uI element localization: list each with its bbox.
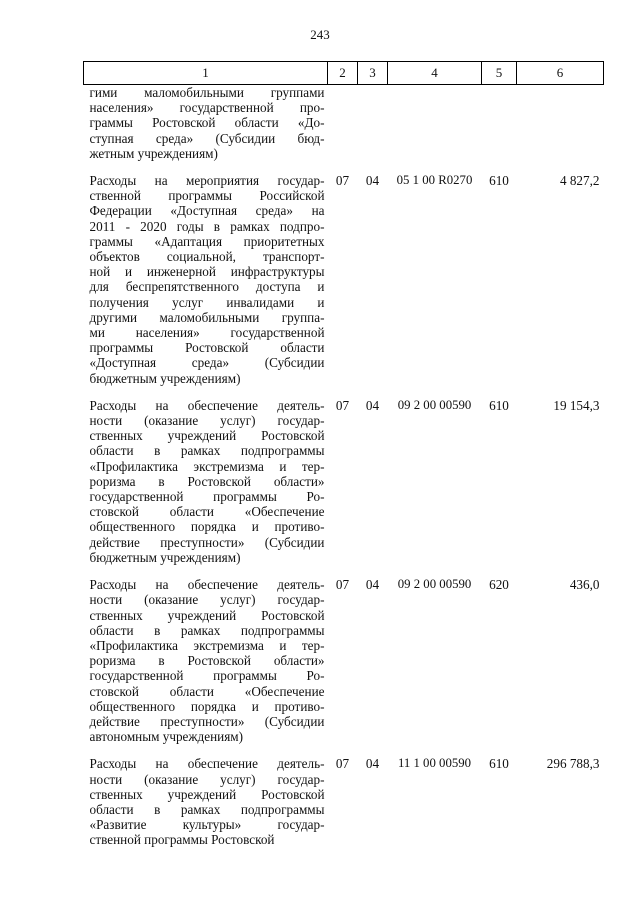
row-expense-type: 620 — [489, 577, 509, 593]
row-target-code — [388, 85, 482, 171]
row-description — [84, 395, 328, 574]
description-line: ности (оказание услуг) государ- — [89, 413, 325, 429]
row-subsection-code: 04 — [365, 756, 380, 772]
table-row — [84, 574, 604, 753]
budget-table — [83, 61, 604, 848]
row-target-code: 09 2 00 00590 — [397, 397, 472, 412]
row-subsection-code — [358, 85, 388, 171]
description-line: бюджетным учреждениям) — [89, 549, 241, 565]
description-line: ственной программы Ростовской — [89, 832, 275, 848]
description-line: «Развитие культуры» государ- — [89, 817, 325, 833]
description-line: получения услуг инвалидами и — [89, 294, 325, 310]
row-subsection-code: 04 — [365, 397, 380, 413]
header-col-3: 3 — [358, 62, 388, 85]
row-expense-type — [482, 85, 517, 171]
description-line: ственной программы Российской — [89, 188, 325, 204]
row-amount: 4 827,2 — [559, 173, 600, 189]
description-line: общественного порядка и противо- — [89, 698, 325, 714]
description-line: бюджетным учреждениям) — [89, 370, 241, 386]
description-line: «Профилактика экстремизма и тер- — [89, 637, 325, 653]
description-line: граммы «Адаптация приоритетных — [89, 233, 325, 249]
description-line: другими маломобильными группа- — [89, 309, 325, 325]
row-section-code: 07 — [335, 756, 350, 772]
header-col-4: 4 — [388, 62, 482, 85]
row-target-code: 09 2 00 00590 — [397, 577, 472, 592]
description-line: стовской области «Обеспечение — [89, 504, 325, 520]
row-expense-type: 610 — [489, 397, 509, 413]
description-line: области в рамках подпрограммы — [89, 622, 325, 638]
description-line: гими маломобильными группами — [89, 85, 325, 100]
description-line: Федерации «Доступная среда» на — [89, 203, 325, 219]
description-line: 2011 - 2020 годы в рамках подпро- — [89, 218, 325, 234]
page-number: 243 — [310, 27, 330, 42]
description-line: действие преступности» (Субсидии — [89, 534, 325, 550]
row-section-code: 07 — [335, 173, 350, 189]
header-col-1: 1 — [84, 62, 328, 85]
row-target-code: 05 1 00 R0270 — [396, 173, 473, 188]
row-expense-type: 610 — [489, 173, 509, 189]
row-description — [84, 753, 328, 847]
description-line: государственной программы Ро- — [89, 489, 325, 505]
table-row — [84, 753, 604, 847]
description-line: государственной программы Ро- — [89, 668, 325, 684]
description-line: роризма в Ростовской области» — [89, 473, 325, 489]
description-line: программы Ростовской области — [89, 340, 325, 356]
row-amount: 296 788,3 — [546, 756, 600, 772]
row-subsection-code: 04 — [365, 173, 380, 189]
table-row — [84, 85, 604, 171]
row-description — [84, 574, 328, 753]
description-line: автономным учреждениям) — [89, 729, 244, 745]
table-row — [84, 170, 604, 395]
header-col-6: 6 — [517, 62, 604, 85]
description-line: жетным учреждениям) — [89, 145, 218, 161]
row-expense-type: 610 — [489, 756, 509, 772]
row-description — [84, 170, 328, 395]
row-amount — [517, 85, 604, 171]
description-line: «Доступная среда» (Субсидии — [89, 355, 325, 371]
row-description — [84, 85, 328, 171]
header-col-5: 5 — [482, 62, 517, 85]
description-line: общественного порядка и противо- — [89, 519, 325, 535]
row-section-code: 07 — [335, 397, 350, 413]
description-line: ной и инженерной инфраструктуры — [89, 264, 325, 280]
description-line: ми населения» государственной — [89, 325, 325, 341]
description-line: стовской области «Обеспечение — [89, 683, 325, 699]
table-body — [84, 85, 604, 848]
description-line: «Профилактика экстремизма и тер- — [89, 458, 325, 474]
description-line: ности (оказание услуг) государ- — [89, 592, 325, 608]
description-line: области в рамках подпрограммы — [89, 801, 325, 817]
row-amount: 19 154,3 — [553, 397, 600, 413]
description-line: ности (оказание услуг) государ- — [89, 771, 325, 787]
description-line: действие преступности» (Субсидии — [89, 713, 325, 729]
row-target-code: 11 1 00 00590 — [397, 756, 472, 771]
description-line: роризма в Ростовской области» — [89, 653, 325, 669]
description-line: граммы Ростовской области «До- — [89, 115, 325, 131]
description-line: объектов социальной, транспорт- — [89, 249, 325, 265]
row-amount: 436,0 — [569, 577, 600, 593]
description-line: Расходы на обеспечение деятель- — [89, 756, 325, 772]
row-section-code: 07 — [335, 577, 350, 593]
table-header-row — [84, 62, 604, 85]
description-line: ступная среда» (Субсидии бюд- — [89, 130, 325, 146]
description-line: для беспрепятственного доступа и — [89, 279, 325, 295]
description-line: области в рамках подпрограммы — [89, 443, 325, 459]
description-line: Расходы на обеспечение деятель- — [89, 577, 325, 593]
header-col-2: 2 — [328, 62, 358, 85]
table-row — [84, 395, 604, 574]
row-section-code — [328, 85, 358, 171]
description-line: ственных учреждений Ростовской — [89, 607, 325, 623]
description-line: населения» государственной про- — [89, 100, 325, 116]
row-subsection-code: 04 — [365, 577, 380, 593]
description-line: ственных учреждений Ростовской — [89, 428, 325, 444]
description-line: ственных учреждений Ростовской — [89, 786, 325, 802]
description-line: Расходы на обеспечение деятель- — [89, 397, 325, 413]
description-line: Расходы на мероприятия государ- — [89, 173, 325, 189]
